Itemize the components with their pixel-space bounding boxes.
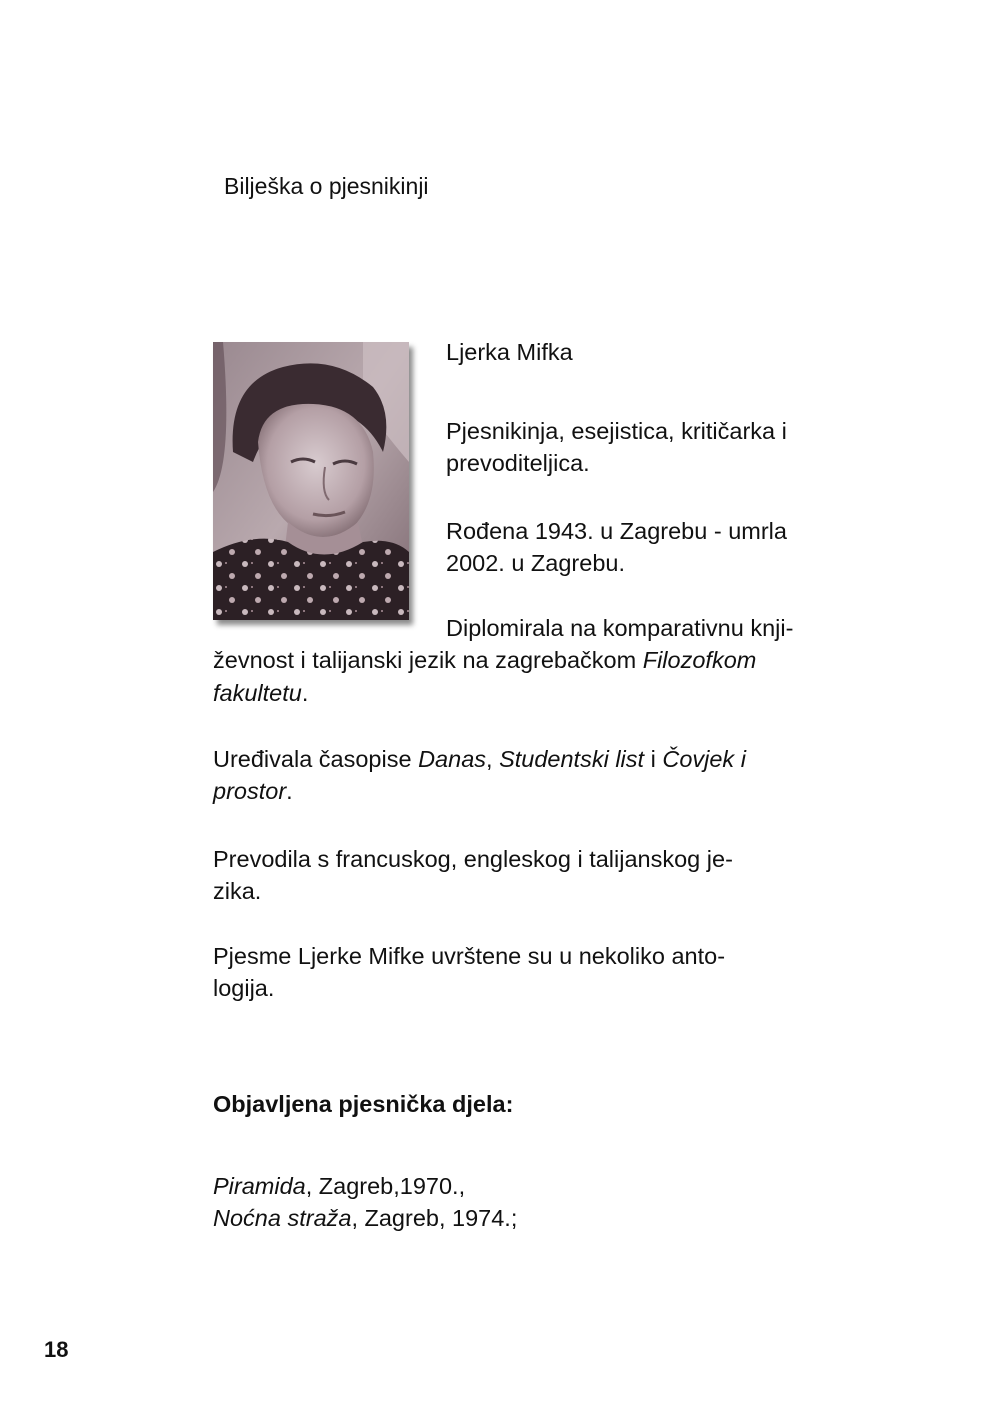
author-portrait-photo bbox=[213, 342, 409, 620]
bio-education-line bbox=[213, 644, 756, 676]
bio-occupation-line: Pjesnikinja, esejistica, kritičarka i bbox=[446, 418, 787, 444]
magazine-title: Čovjek i bbox=[662, 746, 746, 772]
text-run: ževnost i talijanski jezik na zagrebačkom bbox=[213, 647, 643, 673]
bio-editing-line bbox=[213, 775, 746, 807]
bio-anthologies bbox=[213, 940, 725, 1004]
bio-birth-death-line: 2002. u Zagrebu. bbox=[446, 550, 625, 576]
text-run: . bbox=[301, 680, 309, 706]
bio-editing bbox=[213, 743, 746, 807]
bio-anthologies-line: logija. bbox=[213, 975, 275, 1001]
bio-education-line bbox=[213, 677, 308, 709]
magazine-title: prostor bbox=[213, 778, 287, 804]
work-item bbox=[213, 1170, 517, 1202]
page-heading: Bilješka o pjesnikinji bbox=[224, 173, 429, 199]
work-title: Noćna straža bbox=[213, 1205, 352, 1231]
faculty-italic: Filozofkom bbox=[642, 647, 757, 673]
text-run: . bbox=[286, 778, 293, 804]
bio-anthologies-line: Pjesme Ljerke Mifke uvrštene su u nekoliko anto- bbox=[213, 943, 726, 969]
published-works-list bbox=[213, 1170, 517, 1234]
faculty-italic: fakultetu bbox=[213, 680, 302, 706]
work-detail: , Zagreb,1970., bbox=[305, 1173, 466, 1199]
magazine-title: Danas bbox=[418, 746, 487, 772]
work-detail: , Zagreb, 1974.; bbox=[351, 1205, 518, 1231]
bio-birth-death-line: Rođena 1943. u Zagrebu - umrla bbox=[446, 518, 787, 544]
bio-occupation-line: prevoditeljica. bbox=[446, 450, 590, 476]
published-works-heading: Objavljena pjesnička djela: bbox=[213, 1091, 514, 1117]
text-run: Uređivala časopise bbox=[213, 746, 419, 772]
work-item bbox=[213, 1202, 517, 1234]
page-number: 18 bbox=[44, 1337, 69, 1362]
bio-birth-death bbox=[446, 515, 787, 579]
bio-translation-line: zika. bbox=[213, 878, 262, 904]
author-name: Ljerka Mifka bbox=[446, 339, 573, 365]
bio-translation bbox=[213, 843, 733, 907]
text-run: i bbox=[644, 746, 663, 772]
bio-translation-line: Prevodila s francuskog, engleskog i talijanskog je- bbox=[213, 846, 733, 872]
bio-editing-line bbox=[213, 743, 746, 775]
work-title: Piramida bbox=[213, 1173, 306, 1199]
text-run: , bbox=[486, 746, 500, 772]
magazine-title: Studentski list bbox=[499, 746, 645, 772]
bio-occupation bbox=[446, 415, 787, 479]
bio-education-line: Diplomirala na komparativnu knji- bbox=[446, 615, 794, 641]
